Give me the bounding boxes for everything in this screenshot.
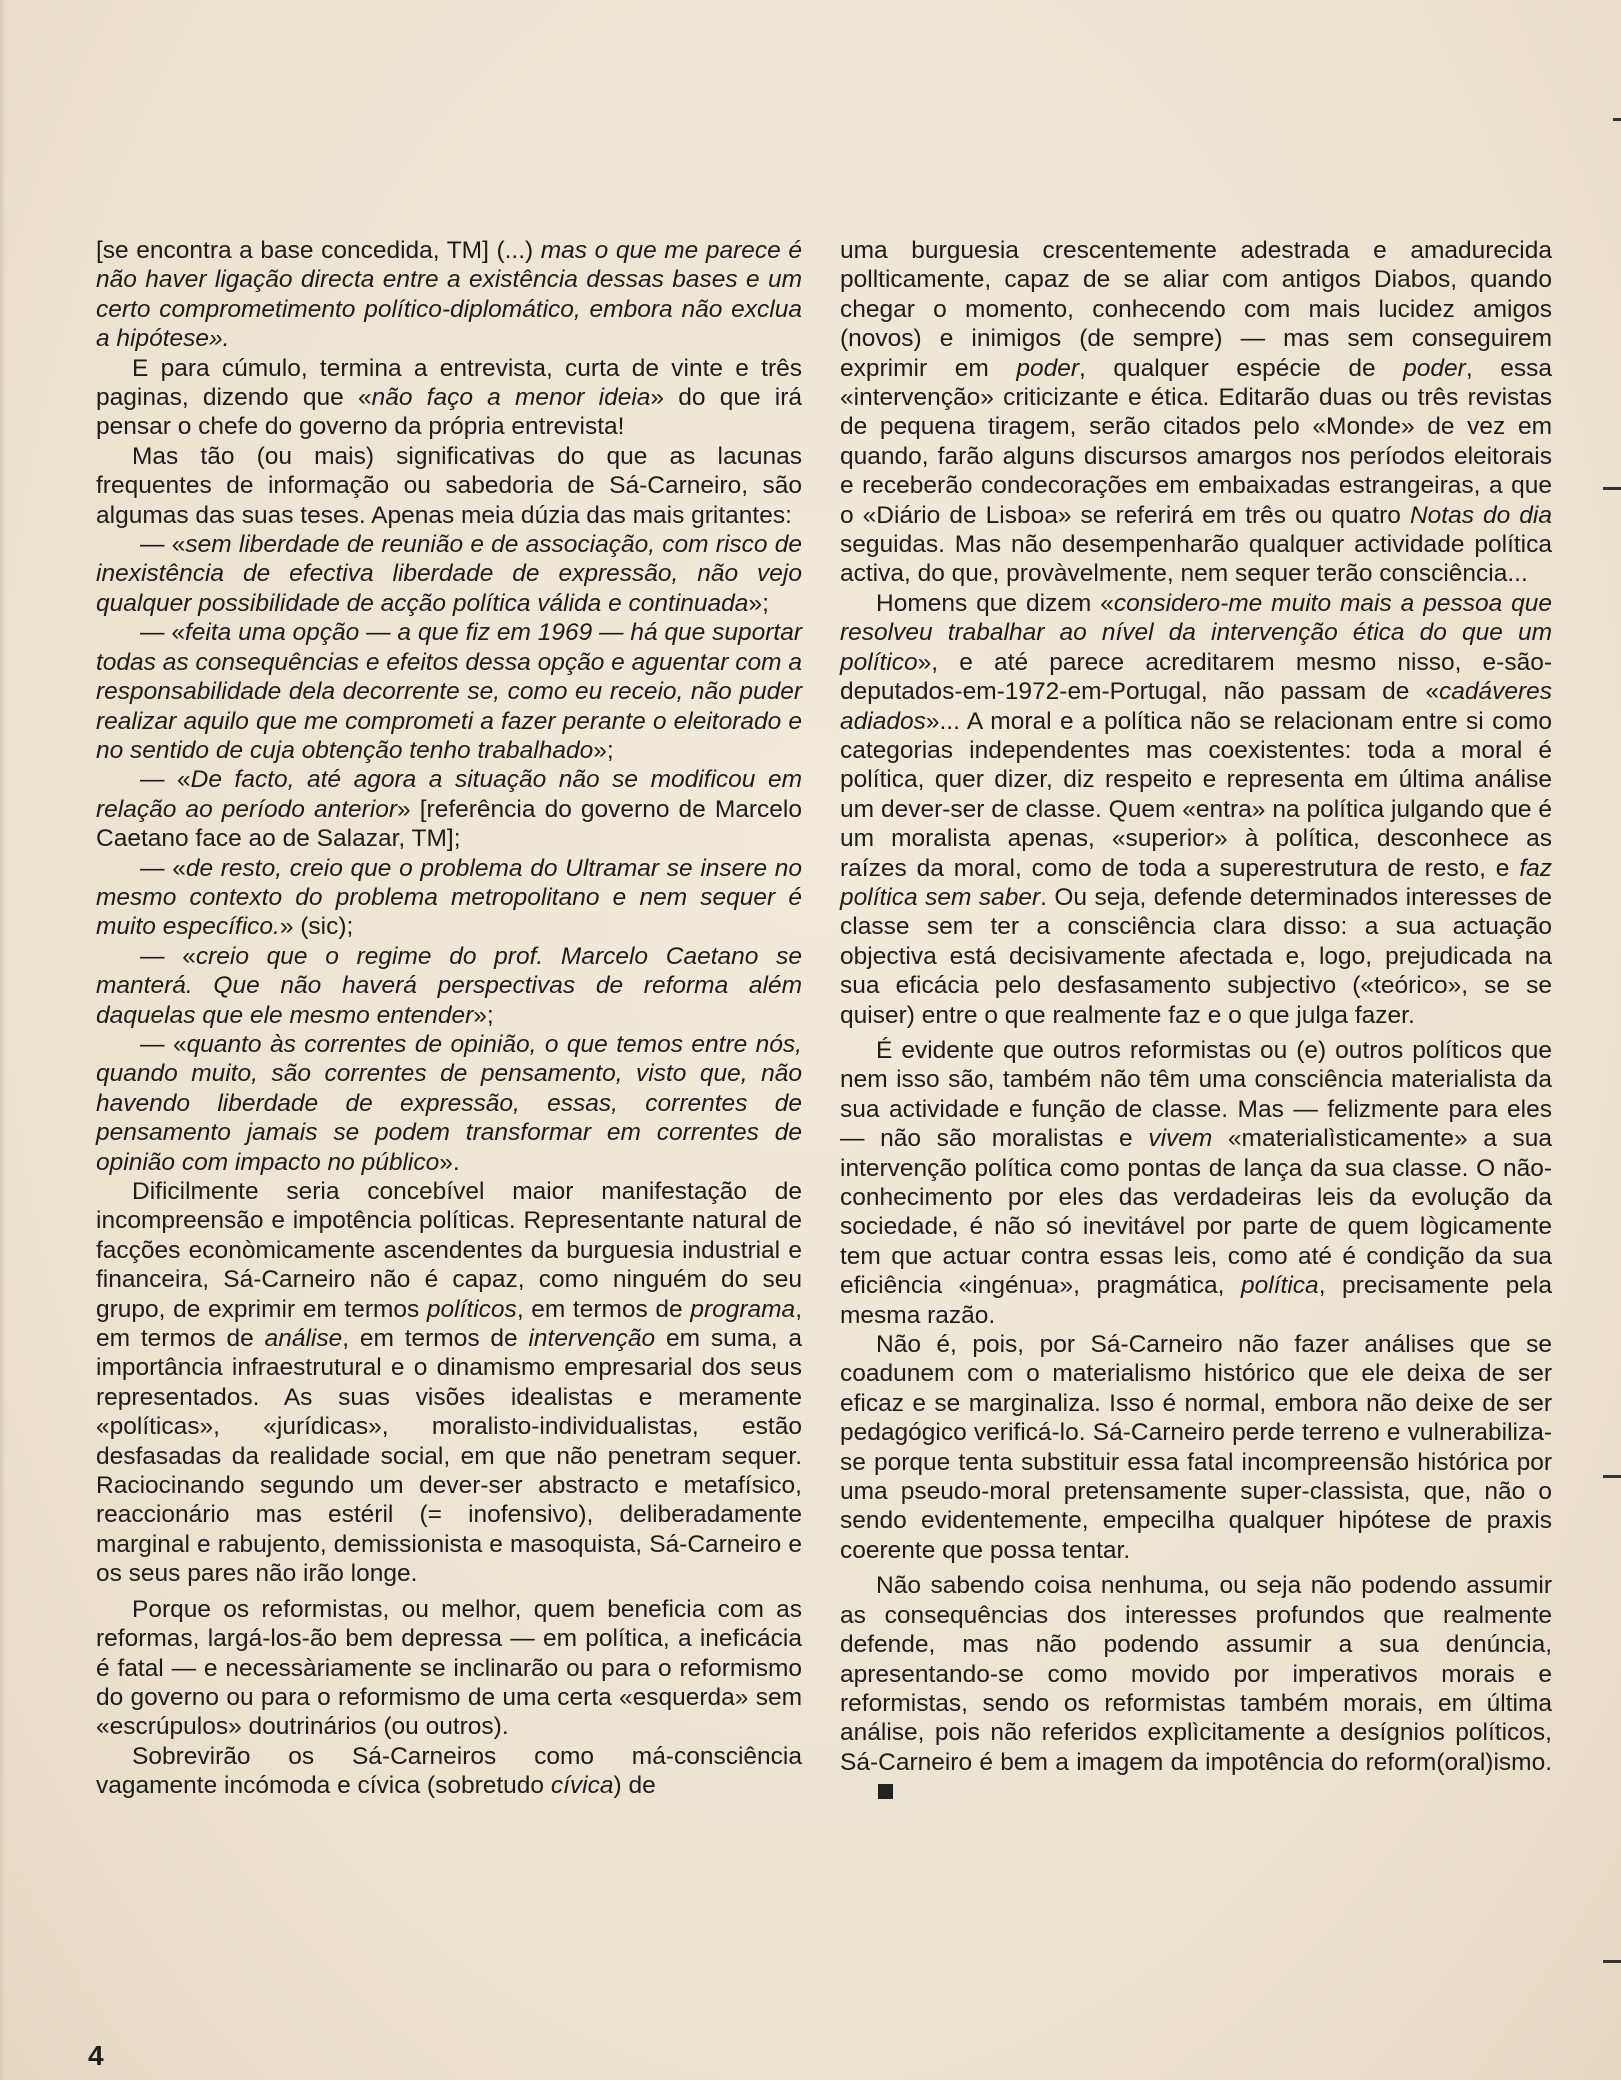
text-run: Dificilmente seria concebível maior manifestação de incompreensão e impotência políticas. Representante natural de facções econòmicamente ascendentes da burguesia industrial e financeira, Sá-Carneiro não é capaz, como ninguém do seu grupo, de exprimir em termos <box>96 1178 802 1323</box>
text-run: [se encontra a base concedida, TM] (...) <box>96 237 541 264</box>
paragraph <box>96 765 802 853</box>
text-run: Não é, pois, por Sá-Carneiro não fazer análises que se coadunem com o materialismo histórico que ele deixa de ser eficaz e se marginaliza. Isso é normal, embora não deixe de ser pedagógico verificá-lo. Sá-Carneiro perde terreno e vulnerabiliza-se porque tenta substituir essa fatal incompreensão histórica por uma pseudo-moral pretensamente super-classista, que, não o sendo evidentemente, empecilha qualquer hipótese de praxis coerente que possa tentar. <box>840 1331 1552 1564</box>
edge-mark <box>1603 487 1621 490</box>
text-run: »; <box>748 589 769 617</box>
text-run: Não sabendo coisa nenhuma, ou seja não podendo assumir as consequências dos interesses profundos que realmente defende, mas não podendo assumir a sua denúncia, apresentando-se como movido por imperativos morais e reformistas, sendo os reformistas também morais, em última análise, pois não referidos explìcitamente a desígnios políticos, Sá-Carneiro é bem a imagem da impotência do reform(oral)ismo. <box>840 1572 1552 1776</box>
italic-text: cadáveres adiados <box>840 678 1552 735</box>
text-run: , essa «intervenção» criticizante e ética. Editarão duas ou três revistas de pequena tiragem, serão citados pelo «Monde» de vez em quando, farão alguns discursos amargos nos períodos eleitorais e receberão condecorações em embaixadas estrangeiras, a que o «Diário de Lisboa» se referirá em três ou quatro <box>840 354 1552 529</box>
text-run: — « <box>140 854 186 882</box>
italic-text: políticos <box>426 1295 517 1323</box>
text-run: » [referência do governo de Marcelo Caetano face ao de Salazar, TM]; <box>96 795 802 853</box>
italic-text: quanto às correntes de opinião, o que temos entre nós, quando muito, são correntes de pensamento, visto que, não havendo liberdade de expressão, essas, correntes de pensamento jamais se podem transformar em correntes de opinião com impacto no público <box>96 1030 802 1176</box>
text-run: — « <box>140 942 196 970</box>
text-run: uma burguesia crescentemente adestrada e amadurecida pollticamente, capaz de se aliar com antigos Diabos, quando chegar o momento, conhecendo com mais lucidez amigos (novos) e inimigos (de sempre) — mas sem conseguirem exprimir em <box>840 237 1552 382</box>
text-run: » do que irá pensar o chefe do governo da própria entrevista! <box>96 384 803 441</box>
paragraph <box>840 1330 1552 1565</box>
paragraph <box>96 1177 802 1589</box>
text-run: , qualquer espécie de <box>1078 354 1404 382</box>
left-column <box>96 236 802 1801</box>
text-run: Homens que dizem « <box>876 589 1114 617</box>
text-run: É evidente que outros reformistas ou (e) outros políticos que nem isso são, também não têm uma consciência materialista da sua actividade e função de classe. Mas — felizmente para eles — não são moralistas e <box>840 1036 1552 1153</box>
paragraph <box>96 1030 802 1177</box>
text-run: ». <box>439 1148 460 1176</box>
italic-text: faz política sem saber <box>840 854 1552 911</box>
text-run: «materialìsticamente» a sua intervenção política como pontas de lança da sua classe. O não-conhecimento por eles das verdadeiras leis da evolução da sociedade, é não só inevitável por parte de quem lògicamente tem que actuar contra essas leis, como até é condição da sua eficiência «ingénua», pragmática, <box>840 1125 1552 1300</box>
italic-text: programa <box>690 1295 796 1323</box>
italic-text: intervenção <box>528 1325 656 1353</box>
text-run: , em termos de <box>342 1325 529 1353</box>
text-run: , em termos de <box>96 1295 802 1353</box>
paragraph <box>840 589 1552 1030</box>
page-number: 4 <box>88 2040 104 2071</box>
text-run: — « <box>140 766 191 794</box>
italic-text: De facto, até agora a situação não se modificou em relação ao período anterior <box>96 766 802 823</box>
right-column <box>840 236 1552 1807</box>
edge-mark <box>1603 1475 1621 1478</box>
text-run: — « <box>140 1030 187 1058</box>
paragraph <box>96 442 802 530</box>
paragraph <box>96 942 802 1030</box>
italic-text: análise <box>264 1325 343 1353</box>
edge-mark <box>1613 118 1621 121</box>
paragraph <box>96 618 802 765</box>
italic-text: mas o que me parece é não haver ligação directa entre a existência dessas bases e um certo comprometimento político-diplomático, embora não exclua a hipótese». <box>96 237 802 353</box>
italic-text: considero-me muito mais a pessoa que resolveu trabalhar ao nível da intervenção ética do que um político <box>840 589 1552 676</box>
text-run: , em termos de <box>516 1295 691 1323</box>
italic-text: vivem <box>1148 1125 1213 1153</box>
text-run: E para cúmulo, termina a entrevista, curta de vinte e três paginas, dizendo que « <box>96 354 802 412</box>
paragraph <box>96 236 802 354</box>
paragraph <box>840 1036 1552 1330</box>
italic-text: Notas do dia <box>1409 501 1552 529</box>
paragraph <box>840 236 1552 589</box>
text-run: — « <box>140 619 185 647</box>
text-run: em suma, a importância infraestrutural e o dinamismo empresarial dos seus representados. As suas visões idealistas e meramente «políticas», «jurídicas», moralisto-individualistas, estão desfasadas da realidade social, em que não penetram sequer. Raciocinando segundo um dever-ser abstracto e metafísico, reaccionário mas estéril (= inofensivo), deliberadamente marginal e rabujento, demissionista e masoquista, Sá-Carneiro e os seus pares não irão longe. <box>96 1325 802 1588</box>
text-run: , precisamente pela mesma razão. <box>840 1272 1552 1329</box>
paragraph <box>96 854 802 942</box>
text-run: », e até parece acreditarem mesmo nisso, e-são-deputados-em-1972-em-Portugal, não passam de « <box>840 648 1552 706</box>
text-run: . Ou seja, defende determinados interesses de classe sem ter a consciência clara disso: a sua actuação objectiva está decisivamente afectada e, logo, prejudicada na sua eficácia pelo desfasamento subjectivo («teórico», se se quiser) entre o que realmente faz e o que julga fazer. <box>840 883 1552 1029</box>
italic-text: sem liberdade de reunião e de associação, com risco de inexistência de efectiva liberdade de expressão, não vejo qualquer possibilidade de acção política válida e continuada <box>96 531 802 617</box>
paragraph <box>96 1595 802 1742</box>
end-of-article-square-icon <box>878 1784 893 1799</box>
paragraph <box>96 1742 802 1801</box>
edge-mark <box>1603 1960 1621 1963</box>
paragraph <box>840 1571 1552 1806</box>
paragraph <box>96 530 802 618</box>
italic-text: creio que o regime do prof. Marcelo Caetano se manterá. Que não haverá perspectivas de reforma além daquelas que ele mesmo entender <box>96 942 802 1029</box>
italic-text: feita uma opção — a que fiz em 1969 — há que suportar todas as consequências e efeitos dessa opção e aguentar com a responsabilidade dela decorrente se, como eu receio, não puder realizar aquilo que me comprometi a fazer perante o eleitorado e no sentido de cuja obtenção tenho trabalhado <box>96 619 803 764</box>
text-run: »... A moral e a política não se relacionam entre si como categorias independentes mas coexistentes: toda a moral é política, quer dizer, diz respeito e representa em última análise um dever-ser de classe. Quem «entra» na política julgando que é um moralista apenas, «superior» à política, desconhece as raízes da moral, como de toda a superestrutura de resto, e <box>840 707 1552 882</box>
text-run: Porque os reformistas, ou melhor, quem beneficia com as reformas, largá-los-ão bem depressa — em política, a ineficácia é fatal — e necessàriamente se inclinarão ou para o reformismo do governo ou para o reformismo de uma certa «esquerda» sem «escrúpulos» doutrinários (ou outros). <box>96 1595 802 1741</box>
text-run: — « <box>140 531 186 559</box>
text-run: Sobrevirão os Sá-Carneiros como má-consciência vagamente incómoda e cívica (sobretudo <box>96 1742 802 1800</box>
text-run: » (sic); <box>279 913 354 941</box>
text-run: seguidas. Mas não desempenharão qualquer actividade política activa, do que, provàvelmente, nem sequer terão consciência... <box>840 531 1552 588</box>
italic-text: cívica <box>550 1772 614 1800</box>
italic-text: poder <box>1403 354 1466 382</box>
text-run: »; <box>593 736 614 764</box>
italic-text: poder <box>1016 354 1079 382</box>
text-run: ) de <box>613 1772 656 1800</box>
italic-text: de resto, creio que o problema do Ultramar se insere no mesmo contexto do problema metropolitano e nem sequer é muito específico. <box>96 854 803 941</box>
text-run: »; <box>473 1001 494 1029</box>
italic-text: não faço a menor ideia <box>371 384 651 412</box>
text-run: Mas tão (ou mais) significativas do que as lacunas frequentes de informação ou sabedoria de Sá-Carneiro, são algumas das suas teses. Apenas meia dúzia das mais gritantes: <box>96 442 802 529</box>
paragraph <box>96 354 802 442</box>
page-crease <box>0 0 6 2080</box>
italic-text: política <box>1241 1272 1319 1300</box>
